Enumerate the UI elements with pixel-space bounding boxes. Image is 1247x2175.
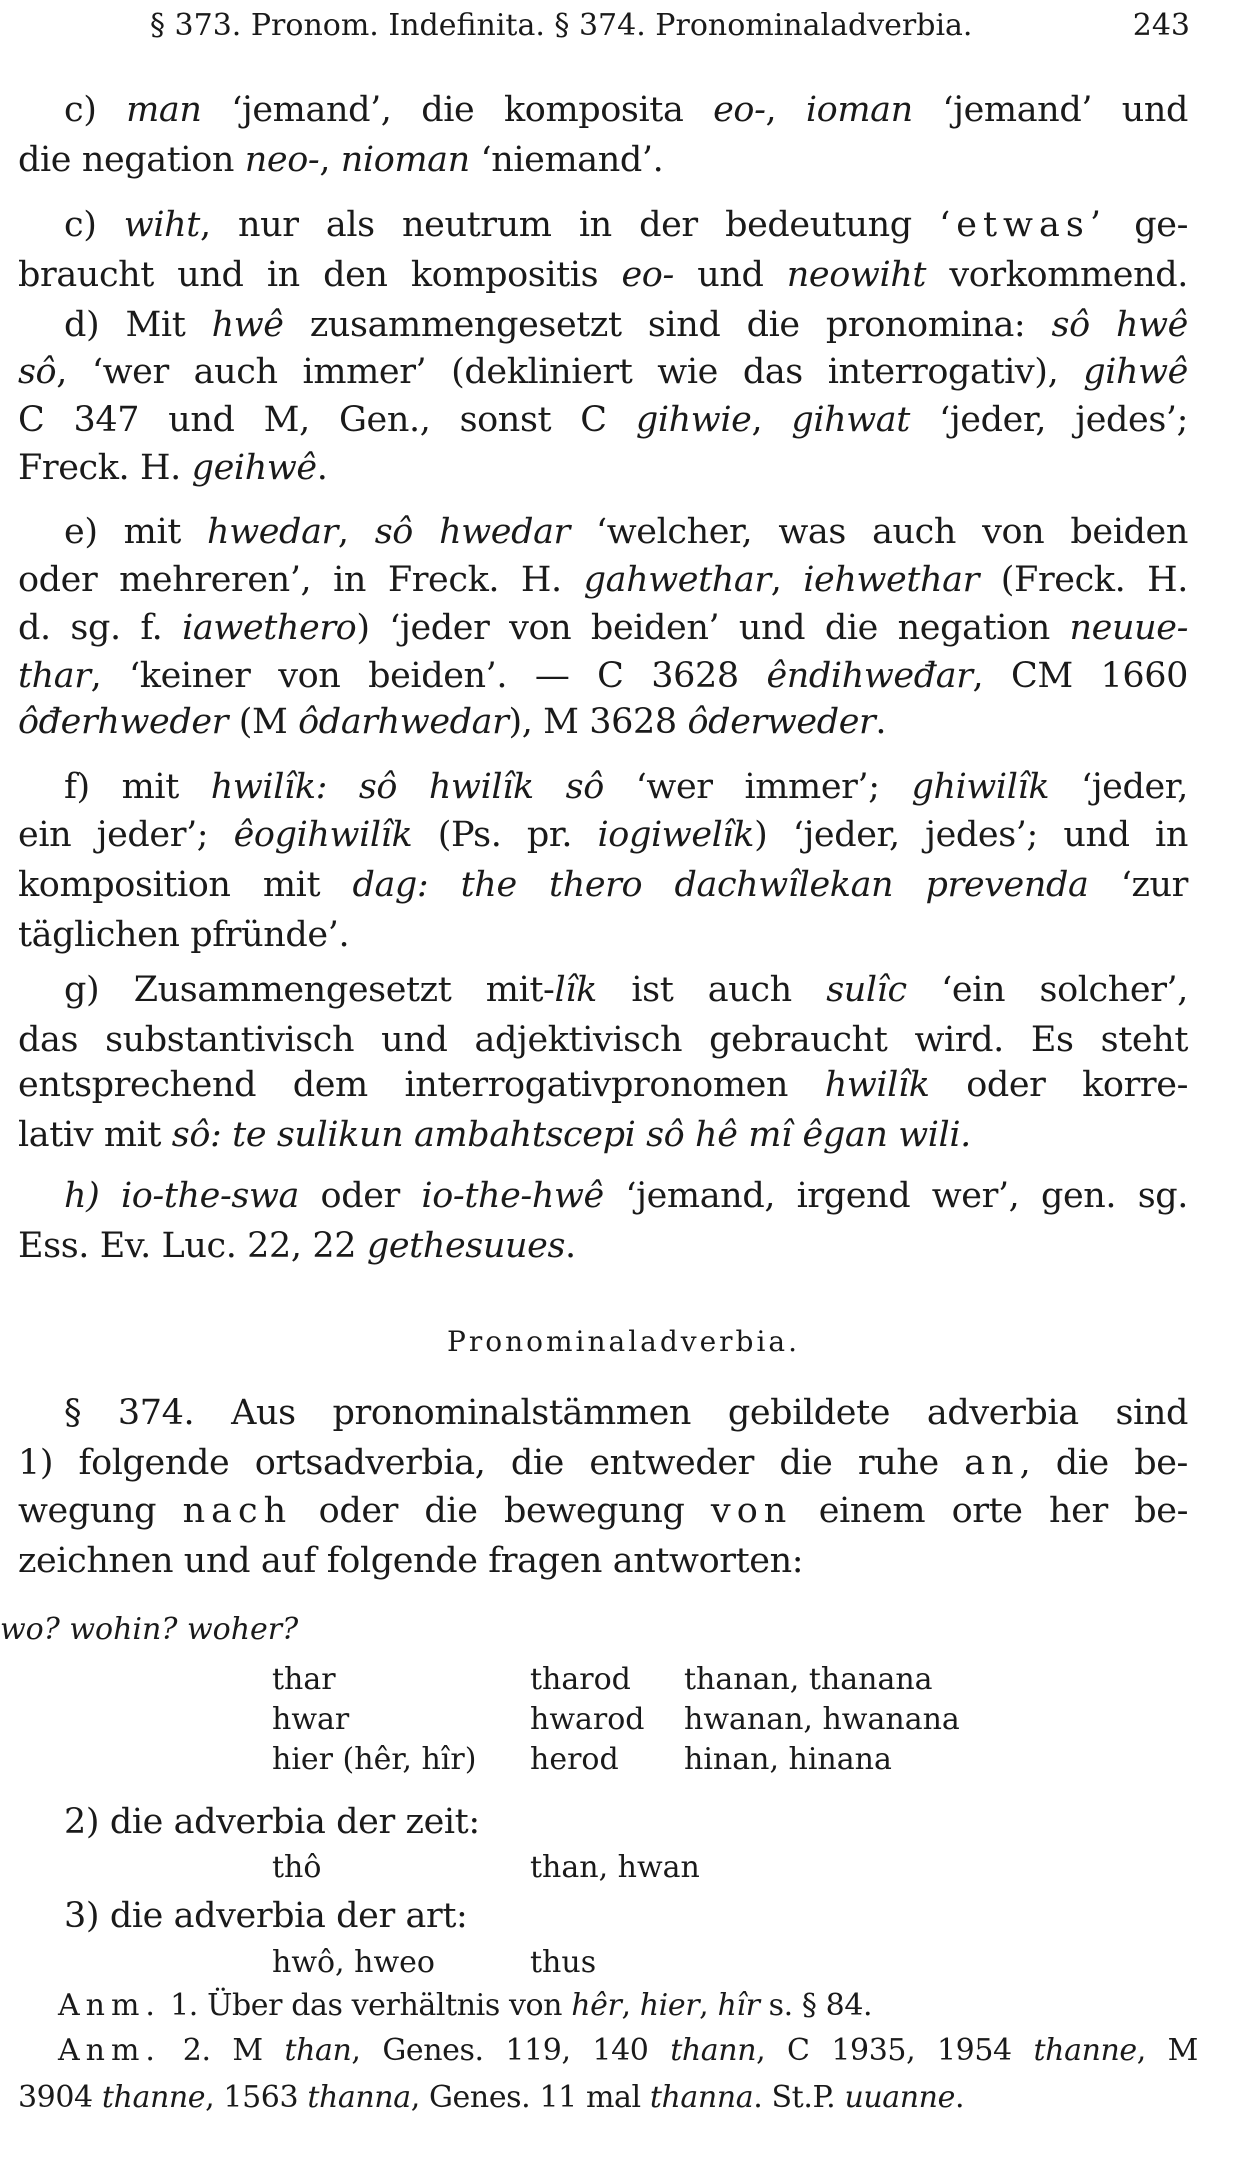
paragraph-c-man-line-2: die negation neo-, nioman ‘niemand’. <box>18 140 664 180</box>
running-header <box>150 6 1190 46</box>
paragraph-e-line-3: d. sg. f. iawethero) ‘jeder von beiden’ und die negation neuue- <box>18 608 1188 648</box>
manner-adverbs-heading: 3) die adverbia der art: <box>64 1896 468 1936</box>
paragraph-374-line-2: 1) folgende ortsadverbia, die entweder die ruhe an, die be- <box>18 1443 1188 1483</box>
paragraph-g-line-2: das substantivisch und adjektivisch gebraucht wird. Es steht <box>18 1020 1188 1060</box>
paragraph-374-line-1: § 374. Aus pronominalstämmen gebildete adverbia sind <box>64 1393 1188 1433</box>
paragraph-e-line-1: e) mit hwedar, sô hwedar ‘welcher, was auch von beiden <box>64 512 1188 552</box>
paragraph-f-line-2: ein jeder’; êogihwilîk (Ps. pr. iogiwelîk) ‘jeder, jedes’; und in <box>18 815 1188 855</box>
time-adverbs-heading: 2) die adverbia der zeit: <box>64 1802 480 1842</box>
paragraph-f-line-3: komposition mit dag: the thero dachwîlekan prevenda ‘zur <box>18 865 1189 905</box>
paragraph-d-line-3: C 347 und M, Gen., sonst C gihwie, gihwat ‘jeder, jedes’; <box>18 400 1189 440</box>
paragraph-g-line-4: lativ mit sô: te sulikun ambahtscepi sô hê mî êgan wili. <box>18 1115 971 1155</box>
paragraph-374-line-3: wegung nach oder die bewegung von einem orte her be- <box>18 1491 1188 1531</box>
col-header-woher: woher? <box>186 1612 299 1647</box>
col-header-wohin: wohin? <box>69 1612 178 1647</box>
paragraph-d-line-1: d) Mit hwê zusammengesetzt sind die pronomina: sô hwê <box>64 305 1188 345</box>
paragraph-e-line-4: thar, ‘keiner von beiden’. — C 3628 êndihweđar, CM 1660 <box>18 656 1189 696</box>
note-anm-2-line-1: Anm. 2. M than, Genes. 119, 140 thann, C 1935, 1954 thanne, M <box>58 2033 1199 2068</box>
place-table-header <box>0 1610 1247 1650</box>
paragraph-g-line-3: entsprechend dem interrogativpronomen hwilîk oder korre- <box>18 1065 1188 1105</box>
paragraph-g-line-1: g) Zusammengesetzt mit-lîk ist auch sulîc ‘ein solcher’, <box>64 970 1188 1010</box>
paragraph-d-line-2: sô, ‘wer auch immer’ (dekliniert wie das interrogativ), gihwê <box>18 352 1188 392</box>
page-number: 243 <box>1132 8 1190 43</box>
paragraph-c-wiht-line-1: c) wiht, nur als neutrum in der bedeutung ‘etwas’ ge- <box>64 205 1189 245</box>
running-header-title: § 373. Pronom. Indefinita. § 374. Pronominaladverbia. <box>150 8 973 43</box>
paragraph-h-line-1: h) io-the-swa oder io-the-hwê ‘jemand, irgend wer’, gen. sg. <box>64 1176 1188 1216</box>
paragraph-e-line-2: oder mehreren’, in Freck. H. gahwethar, iehwethar (Freck. H. <box>18 560 1188 600</box>
book-page: § 373. Pronom. Indefinita. § 374. Pronominaladverbia. 243 c) man ‘jemand’, die komposita eo-, ioman ‘jemand’ und die negation neo-, nioman ‘niemand’. c) wiht, nur als neutrum in der bedeutung ‘etwas’ ge- braucht und in den kompositis eo- und neowiht vorkommend. d) Mit hwê zusammengesetzt sind die pronomina: sô hwê sô, ‘wer auch immer’ (dekliniert wie das interrogativ), gihwê C 347 und M, Gen., sonst C gihwie, gihwat ‘jeder, jedes’; Freck. H. geihwê. e) mit hwedar, sô hwedar ‘welcher, was auch von beiden oder mehreren’, in Freck. H. gahwethar, iehwethar (Freck. H. d. sg. f. iawethero) ‘jeder von beiden’ und die negation neuue- thar, ‘keiner von beiden’. — C 3628 êndihweđar, CM 1660 ôđerhweder (M ôdarhwedar), M 3628 ôderweder. f) mit hwilîk: sô hwilîk sô ‘wer immer’; ghiwilîk ‘jeder, ein jeder’; êogihwilîk (Ps. pr. iogiwelîk) ‘jeder, jedes’; und in komposition mit dag: the thero dachwîlekan prevenda ‘zur täglichen pfründe’. g) Zusammengesetzt mit-lîk ist auch sulîc ‘ein solcher’, das substantivisch und adjektivisch gebraucht wird. Es steht entsprechend dem interrogativpronomen hwilîk oder korre- lativ mit sô: te sulikun ambahtscepi sô hê mî êgan wili. h) io-the-swa oder io-the-hwê ‘jemand, irgend wer’, gen. sg. Ess. Ev. Luc. 22, 22 gethesuues. Pronominaladverbia. § 374. Aus pronominalstämmen gebildete adverbia sind 1) folgende ortsadverbia, die entweder die ruhe an, die be- wegung nach oder die bewegung von einem orte her be- zeichnen und auf folgende fragen antworten: wo? wohin? woher? thar tharod thanan, thanana hwar hwarod hwanan, hwanana hier (hêr, hîr) herod hinan, hinana 2) die adverbia der zeit: thô than, hwan 3) die adverbia der art: hwô, hweo thus Anm. 1. Über das verhältnis von hêr, hier, hîr s. § 84. Anm. 2. M than, Genes. 119, 140 thann, C 1935, 1954 thanne, M 3904 thanne, 1563 thanna, Genes. 11 mal thanna. St.P. uuanne. <box>0 0 1247 2175</box>
paragraph-374-line-4: zeichnen und auf folgende fragen antworten: <box>18 1541 804 1581</box>
paragraph-f-line-4: täglichen pfründe’. <box>18 915 350 955</box>
note-anm-2-line-2: 3904 thanne, 1563 thanna, Genes. 11 mal thanna. St.P. uuanne. <box>18 2080 965 2115</box>
note-anm-1: Anm. 1. Über das verhältnis von hêr, hier, hîr s. § 84. <box>58 1988 873 2023</box>
paragraph-d-line-4: Freck. H. geihwê. <box>18 448 328 488</box>
section-heading: Pronominaladverbia. <box>446 1325 801 1358</box>
col-header-wo: wo? <box>0 1612 60 1647</box>
paragraph-h-line-2: Ess. Ev. Luc. 22, 22 gethesuues. <box>18 1226 576 1266</box>
paragraph-c-man-line-1: c) man ‘jemand’, die komposita eo-, ioman ‘jemand’ und <box>64 90 1188 130</box>
paragraph-e-line-5: ôđerhweder (M ôdarhwedar), M 3628 ôderweder. <box>18 702 887 742</box>
paragraph-c-wiht-line-2: braucht und in den kompositis eo- und neowiht vorkommend. <box>18 255 1188 295</box>
paragraph-f-line-1: f) mit hwilîk: sô hwilîk sô ‘wer immer’; ghiwilîk ‘jeder, <box>64 767 1188 807</box>
